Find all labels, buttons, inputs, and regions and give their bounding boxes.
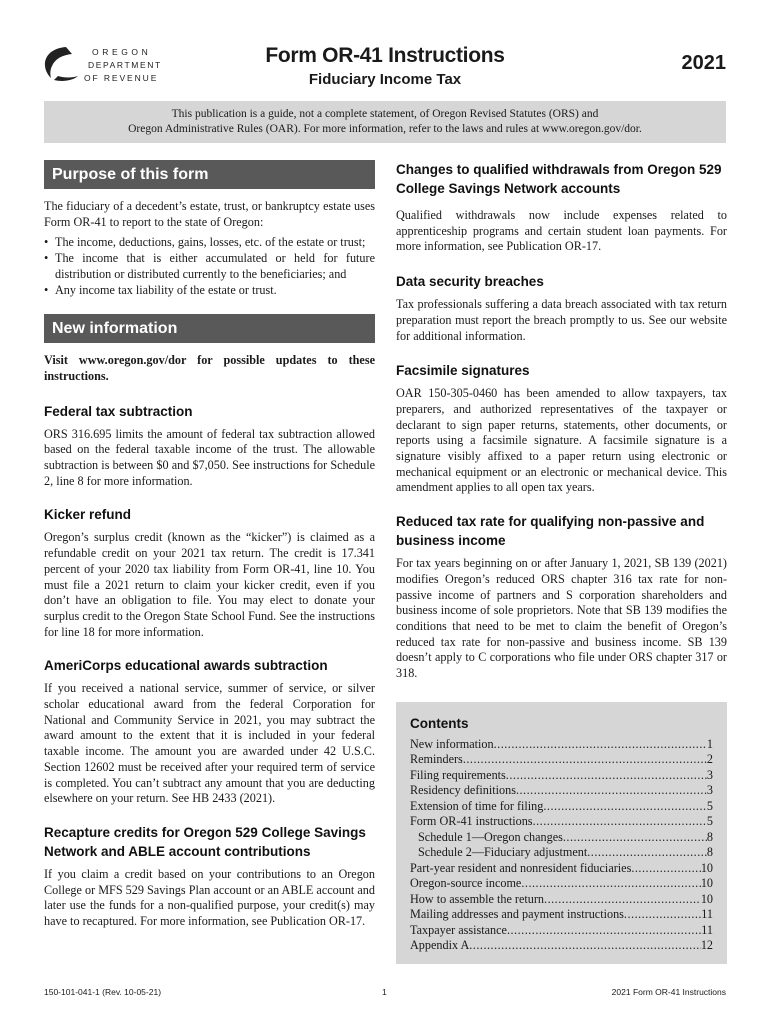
toc-label: How to assemble the return xyxy=(410,891,545,906)
facsimile-signatures-text: OAR 150-305-0460 has been amended to allow taxpayers, tax preparers, and authorized representatives of the taxpayer or declarant to sign paper returns, statements, other documents, or reports using a facsimile signature. A facsimile signature is a signature visibly affixed to a paper return using electronic or mechanical equipment or an electronic or mechanical device. This amendment applies to all open tax years. xyxy=(396,386,727,495)
contents-list xyxy=(410,737,713,954)
toc-label: New information xyxy=(410,736,494,751)
logo-text-department: DEPARTMENT xyxy=(88,60,162,70)
purpose-bullet: • Any income tax liability of the estate or trust. xyxy=(44,283,375,299)
toc-row[interactable] xyxy=(410,876,713,892)
contents-heading: Contents xyxy=(410,715,469,731)
oregon-logo-mark-icon xyxy=(42,44,84,84)
federal-tax-subtraction-text: ORS 316.695 limits the amount of federal tax subtraction allowed based on the federal taxable income of the trust. The allowable subtraction is between $0 and $7,050. See instructions for Schedule 2, line 8 for more information. xyxy=(44,426,375,488)
page-title: Form OR-41 Instructions xyxy=(265,44,505,67)
toc-page: 5 xyxy=(706,798,713,813)
toc-page: 11 xyxy=(701,907,713,922)
toc-page: 3 xyxy=(706,767,713,782)
toc-label: Residency definitions xyxy=(410,783,516,798)
toc-page: 2 xyxy=(706,752,713,767)
toc-row[interactable] xyxy=(410,814,713,830)
toc-row[interactable] xyxy=(410,768,713,784)
toc-page: 8 xyxy=(706,845,713,860)
purpose-heading: Purpose of this form xyxy=(44,160,375,189)
oregon-dor-logo xyxy=(42,44,172,92)
toc-label: Part-year resident and nonresident fiduciaries xyxy=(410,860,632,875)
reduced-tax-rate-text: For tax years beginning on or after January 1, 2021, SB 139 (2021) modifies Oregon’s reduced ORS chapter 316 tax rate for non-passive income of partners and S corporation shareholders and business income of sole proprietors. Note that SB 139 modifies the conditions that need to be met to claim the benefit of Oregon’s reduced tax rate for non-passive and business income. SB 139 doesn’t apply to C corporations who file under ORS chapter 317 or 318. xyxy=(396,556,727,681)
right-column xyxy=(396,160,727,964)
data-security-text: Tax professionals suffering a data breach associated with tax return preparation must report the breach promptly to us. See our website for additional information. xyxy=(396,297,727,343)
recapture-credits-heading: Recapture credits for Oregon 529 College Savings Network and ABLE account contributions xyxy=(44,824,366,859)
toc-row[interactable] xyxy=(410,783,713,799)
toc-row[interactable] xyxy=(410,752,713,768)
reduced-tax-rate-heading: Reduced tax rate for qualifying non-passive and business income xyxy=(396,514,705,549)
toc-row[interactable] xyxy=(410,938,713,954)
data-security-heading: Data security breaches xyxy=(396,274,544,290)
toc-leader xyxy=(521,876,700,892)
toc-leader xyxy=(516,783,707,799)
kicker-refund-heading: Kicker refund xyxy=(44,507,132,523)
qualified-withdrawals-heading: Changes to qualified withdrawals from Oregon 529 College Savings Network accounts xyxy=(396,162,722,196)
toc-label: Reminders xyxy=(410,752,463,767)
toc-leader xyxy=(624,907,701,923)
toc-leader xyxy=(469,938,701,954)
toc-row[interactable] xyxy=(410,861,713,877)
toc-page: 11 xyxy=(701,922,713,937)
purpose-list xyxy=(44,235,375,298)
visit-updates-text: Visit www.oregon.gov/dor for possible updates to these instructions. xyxy=(44,353,375,383)
federal-tax-subtraction-heading: Federal tax subtraction xyxy=(44,403,193,419)
qualified-withdrawals-text: Qualified withdrawals now include expenses related to apprenticeship programs and certain student loan payments. For more information, see Publication OR-17. xyxy=(396,208,727,254)
toc-page: 8 xyxy=(706,829,713,844)
toc-row[interactable] xyxy=(410,799,713,815)
toc-leader xyxy=(563,830,707,846)
left-column xyxy=(44,160,375,930)
toc-page: 10 xyxy=(700,876,713,891)
footer-form-name: 2021 Form OR-41 Instructions xyxy=(611,987,726,997)
toc-page: 1 xyxy=(706,736,713,751)
americorps-text: If you received a national service, summer of service, or silver scholar educational award from the federal Corporation for National and Community Service in 2021, you may subtract the award amount to the extent that it is included in your federal taxable income. The amount you are awarded under 42 U.S.C. Section 12602 must be received after your required term of service is completed. You can’t subtract any amount that you are deducting elsewhere on your return. See HB 2433 (2021). xyxy=(44,681,375,806)
kicker-refund-text: Oregon’s surplus credit (known as the “kicker”) is claimed as a refundable credit on your 2021 tax return. The credit is 17.341 percent of your 2020 tax liability from Form OR-41, line 10. You must file a 2021 return to claim your kicker credit, even if you don’t have an obligation to file. You may elect to donate your surplus credit to the Oregon State School Fund. See the instructions for line 18 for more information. xyxy=(44,530,375,639)
toc-label: Mailing addresses and payment instructions xyxy=(410,907,624,922)
toc-leader xyxy=(506,768,707,784)
toc-row[interactable] xyxy=(410,830,713,846)
footer-form-code: 150-101-041-1 (Rev. 10-05-21) xyxy=(44,987,162,997)
toc-page: 10 xyxy=(700,860,713,875)
toc-row[interactable] xyxy=(410,907,713,923)
purpose-bullet: • The income that is either accumulated or held for future distribution or distributed currently to the beneficiaries; and xyxy=(44,251,375,282)
publication-notice xyxy=(44,101,726,143)
toc-row[interactable] xyxy=(410,892,713,908)
toc-label: Schedule 2—Fiduciary adjustment xyxy=(418,845,588,860)
tax-year: 2021 xyxy=(681,52,726,74)
toc-leader xyxy=(463,752,707,768)
americorps-heading: AmeriCorps educational awards subtraction xyxy=(44,658,328,674)
notice-line-1: This publication is a guide, not a complete statement, of Oregon Revised Statutes (ORS) and xyxy=(171,108,599,120)
toc-page: 3 xyxy=(706,783,713,798)
notice-line-2: Oregon Administrative Rules (OAR). For more information, refer to the laws and rules at www.oregon.gov/dor. xyxy=(128,123,642,135)
toc-leader xyxy=(587,845,707,861)
toc-leader xyxy=(543,799,707,815)
toc-label: Form OR-41 instructions xyxy=(410,814,533,829)
contents-box xyxy=(396,702,727,964)
toc-leader xyxy=(533,814,707,830)
new-information-heading: New information xyxy=(44,314,375,343)
facsimile-signatures-heading: Facsimile signatures xyxy=(396,363,530,379)
toc-leader xyxy=(494,737,707,753)
recapture-credits-text: If you claim a credit based on your contributions to an Oregon College or MFS 529 Savings Plan account or an ABLE account and later use the funds for a non-qualified purpose, your credit(s) may have to recaptured. For more information, see Publication OR-17. xyxy=(44,866,375,929)
toc-label: Taxpayer assistance xyxy=(410,922,507,937)
toc-leader xyxy=(544,892,701,908)
toc-label: Extension of time for filing xyxy=(410,798,544,813)
footer-page-number: 1 xyxy=(382,987,387,997)
toc-page: 10 xyxy=(700,891,713,906)
toc-row[interactable] xyxy=(410,845,713,861)
toc-label: Filing requirements xyxy=(410,767,506,782)
toc-label: Appendix A xyxy=(410,938,470,953)
toc-label: Oregon-source income xyxy=(410,876,522,891)
toc-row[interactable] xyxy=(410,737,713,753)
purpose-bullet: • The income, deductions, gains, losses, etc. of the estate or trust; xyxy=(44,235,375,251)
toc-row[interactable] xyxy=(410,923,713,939)
toc-leader xyxy=(507,923,701,939)
toc-label: Schedule 1—Oregon changes xyxy=(418,829,563,844)
toc-page: 5 xyxy=(706,814,713,829)
toc-leader xyxy=(631,861,700,877)
purpose-intro: The fiduciary of a decedent’s estate, trust, or bankruptcy estate uses Form OR-41 to report to the state of Oregon: xyxy=(44,199,375,229)
page-subtitle: Fiduciary Income Tax xyxy=(308,71,462,88)
logo-text-of-revenue: OF REVENUE xyxy=(84,73,159,83)
toc-page: 12 xyxy=(700,938,713,953)
logo-text-oregon: OREGON xyxy=(92,47,152,57)
